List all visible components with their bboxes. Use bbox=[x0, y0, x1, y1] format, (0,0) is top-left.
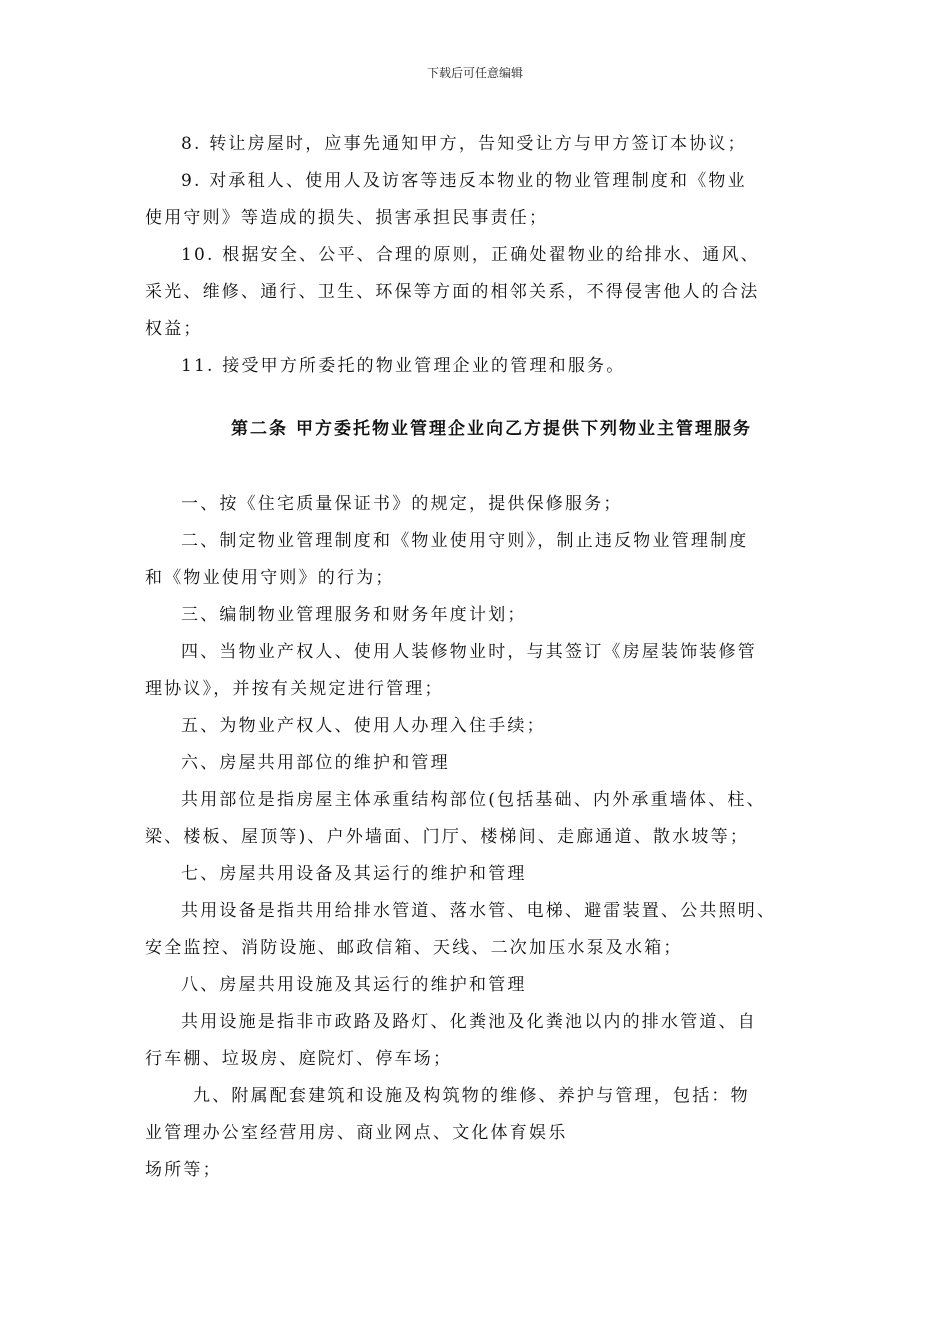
text-line: 场所等； bbox=[145, 1160, 222, 1180]
text-line: 六、房屋共用部位的维护和管理 bbox=[181, 753, 450, 773]
text-line: 和《物业使用守则》的行为； bbox=[145, 568, 395, 588]
text-line: 使用守则》等造成的损失、损害承担民事责任； bbox=[145, 208, 549, 228]
text-line: 梁、楼板、屋顶等)、户外墙面、门厅、楼梯间、走廊通道、散水坡等； bbox=[145, 827, 750, 847]
text-line: 二、制定物业管理制度和《物业使用守则》，制止违反物业管理制度 bbox=[181, 531, 749, 551]
text-line: 理协议》，并按有关规定进行管理； bbox=[145, 679, 444, 699]
text-line: 业管理办公室经营用房、商业网点、文化体育娱乐 bbox=[145, 1123, 568, 1143]
section-title: 第二条 甲方委托物业管理企业向乙方提供下列物业主管理服务 bbox=[231, 419, 752, 439]
text-line: 9. 对承租人、使用人及访客等违反本物业的物业管理制度和《物业 bbox=[181, 171, 747, 191]
text-line: 共用设备是指共用给排水管道、落水管、电梯、避雷装置、公共照明、 bbox=[181, 901, 777, 921]
text-line: 采光、维修、通行、卫生、环保等方面的相邻关系，不得侵害他人的合法 bbox=[145, 282, 760, 302]
text-line: 五、为物业产权人、使用人办理入住手续； bbox=[181, 716, 546, 736]
text-line: 共用设施是指非市政路及路灯、化粪池及化粪池以内的排水管道、自 bbox=[181, 1012, 757, 1032]
text-line: 八、房屋共用设施及其运行的维护和管理 bbox=[181, 975, 527, 995]
text-line: 共用部位是指房屋主体承重结构部位(包括基础、内外承重墙体、柱、 bbox=[181, 790, 766, 810]
text-line: 七、房屋共用设备及其运行的维护和管理 bbox=[181, 864, 527, 884]
obligations-list bbox=[145, 126, 820, 385]
text-line: 九、附属配套建筑和设施及构筑物的维修、养护与管理，包括：物 bbox=[193, 1086, 750, 1106]
text-line: 一、按《住宅质量保证书》的规定，提供保修服务； bbox=[181, 494, 623, 514]
text-line: 11. 接受甲方所委托的物业管理企业的管理和服务。 bbox=[181, 356, 626, 376]
text-line: 三、编制物业管理服务和财务年度计划； bbox=[181, 605, 527, 625]
text-line: 四、当物业产权人、使用人装修物业时，与其签订《房屋装饰装修管 bbox=[181, 642, 757, 662]
text-line: 8. 转让房屋时，应事先通知甲方，告知受让方与甲方签订本协议； bbox=[181, 134, 747, 154]
document-body bbox=[145, 126, 820, 1189]
text-line: 权益； bbox=[145, 319, 203, 339]
page-header-note: 下载后可任意编辑 bbox=[426, 66, 523, 80]
text-line: 行车棚、垃圾房、庭院灯、停车场； bbox=[145, 1049, 453, 1069]
services-list bbox=[145, 486, 820, 1189]
text-line: 安全监控、消防设施、邮政信箱、天线、二次加压水泵及水箱； bbox=[145, 938, 683, 958]
text-line: 10. 根据安全、公平、合理的原则，正确处翟物业的给排水、通风、 bbox=[181, 245, 760, 265]
